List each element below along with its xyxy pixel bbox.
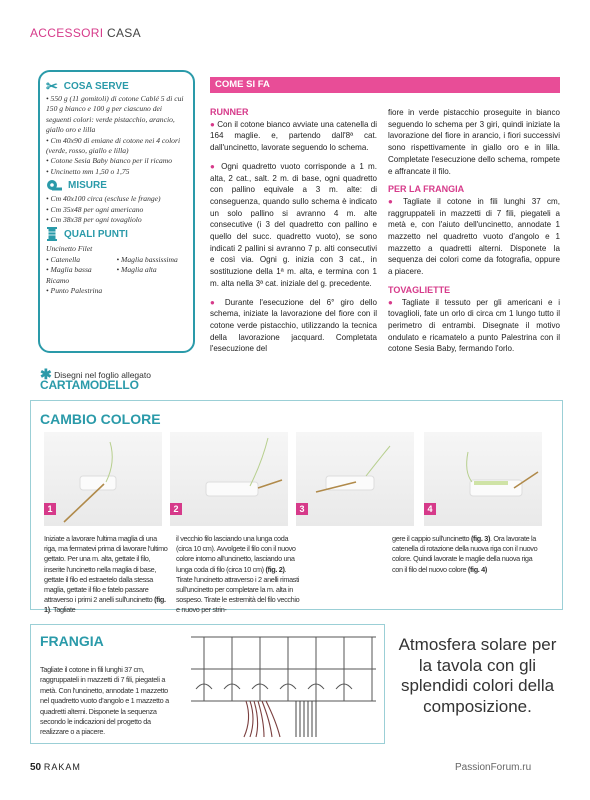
list-item: Ricamo bbox=[46, 275, 70, 285]
step-photo-4 bbox=[424, 432, 542, 526]
step-caption-2: il vecchio filo lasciando una lunga coda (circa 10 cm). Avvolgete il filo con il nuovo colore intorno all'uncinetto, lasciando una lunga coda di filo (circa 10 cm) (fig. 2). Tirate l'uncinetto attraverso i 2 anelli rimasti sull'uncinetto per completare la m. alta in sospeso. Tirate le estremità del filo vecchio e nuovo per strin- bbox=[176, 534, 300, 615]
step-photo-1 bbox=[44, 432, 162, 526]
step-caption-3: gere il cappio sull'uncinetto (fig. 3). Ora lavorate la catenella di rotazione della nuova riga con il nuovo colore. Quindi lavorate le maglie della nuova riga con il filo del nuovo colore (fig. 4) bbox=[392, 534, 538, 574]
crochet-step-1-illustration bbox=[44, 432, 162, 526]
paragraph: fiore in verde pistacchio proseguite in bianco seguendo lo schema per 3 giri, quindi iniziate la lavorazione del fiore in arancio, i fiori successivi sono rispettivamente in giallo oro e in lilla. Completate l'esecuzione dello schema, rompete e affrancate il filo. bbox=[388, 108, 560, 176]
bullet-icon: ● bbox=[210, 297, 219, 307]
thread-spool-icon bbox=[46, 227, 58, 242]
pattern-note-text: Disegni nel foglio allegato bbox=[54, 370, 151, 380]
pull-quote: Atmosfera solare per la tavola con gli splendidi colori della composizione. bbox=[398, 635, 557, 716]
paragraph bbox=[210, 119, 377, 154]
figure-ref: (fig. 3) bbox=[470, 534, 491, 543]
crochet-step-4-illustration bbox=[424, 432, 542, 526]
watermark: PassionForum.ru bbox=[455, 762, 532, 773]
punti-heading bbox=[46, 227, 187, 242]
paragraph bbox=[210, 161, 377, 290]
bullet-icon: ● bbox=[388, 297, 397, 307]
list-item: • Maglia bassissima bbox=[116, 254, 178, 264]
page-number: 50 bbox=[30, 762, 42, 773]
paragraph-text: Durante l'esecuzione del 6° giro dello schema, iniziate la lavorazione del fiore con il cotone verde pistacchio, utilizzando la tecnica della lavorazione jacquard. Completata l'esecuzione del bbox=[210, 297, 377, 354]
paragraph bbox=[388, 297, 560, 356]
punti-columns bbox=[46, 255, 187, 276]
punti-list bbox=[46, 244, 187, 296]
runner-heading: RUNNER bbox=[210, 107, 249, 117]
paragraph-text: Ogni quadretto vuoto corrisponde a 1 m. alta, 2 cat., salt. 2 m. di base, ogni quadretto con pallino equivale a 3 m. alte: di conseguenza, quando sullo schema è indicato un solo pallino si avranno 4 m. alte consecutive (i 3 del quadretto con pallino e quello del succ. quadretto vuoto), se sono indicati 2 pallini si avranno 7 p. alti consecutivi e così via. Ogni g. inizia con 3 cat., in sostituzione della 1ª m. alta, e termina con 1 m. alta nella 3ª cat. iniziale del g. precedente. bbox=[210, 161, 377, 288]
paragraph bbox=[210, 297, 377, 356]
materials-box bbox=[38, 70, 195, 353]
step-caption-1: Iniziate a lavorare l'ultima maglia di una riga, ma fermatevi prima di lavorare l'ultimo gettato. Per una m. alta, gettate il filo, inserite l'uncinetto nella maglia di base, gettate il filo ed estraetelo dalla stessa maglia, gettate il filo e fatelo passare attraverso i primi 2 anelli sull'uncinetto (fig. 1). Tagliate bbox=[44, 534, 168, 615]
page-folio bbox=[30, 762, 81, 773]
step-number-1: 1 bbox=[44, 503, 56, 515]
step-number-2: 2 bbox=[170, 503, 182, 515]
list-item: • Maglia alta bbox=[116, 265, 157, 275]
list-item: • 550 g (11 gomitoli) di cotone Cablé 5 di cui 150 g bianco e 100 g per ciascuno dei seguenti colori: verde pistacchio, arancio, giallo oro e lilla bbox=[46, 94, 184, 135]
misure-list bbox=[46, 194, 187, 225]
cosa-serve-title: COSA SERVE bbox=[63, 80, 129, 92]
list-item: • Cm 35x48 per ogni americano bbox=[46, 204, 144, 214]
bullet-icon: ● bbox=[388, 196, 397, 206]
list-item: • Uncinetto mm 1,50 o 1,75 bbox=[46, 166, 130, 176]
fringe-diagram bbox=[186, 629, 381, 744]
list-item: • Catenella bbox=[46, 254, 81, 264]
crochet-step-3-illustration bbox=[296, 432, 414, 526]
paragraph-text: Tagliate il cotone in fili lunghi 37 cm, raggruppateli in mazzetti di 7 fili, piegateli a metà e, con l'aiuto dell'uncinetto, annodate 1 mazzetto nel quadretto vuoto d'angolo e 1 mazzetto a quadretti alterni. Disponete la sequenza dei colori come da fotografia, oppure a piacere. bbox=[388, 196, 560, 277]
list-item: • Cm 40x90 di emiane di cotone nei 4 colori (verde, rosso, giallo e lilla) bbox=[46, 135, 181, 156]
magazine-name: RAKAM bbox=[43, 762, 81, 772]
cosa-serve-list bbox=[46, 94, 187, 177]
figure-ref: (fig. 2) bbox=[265, 564, 285, 574]
frangia-heading: PER LA FRANGIA bbox=[388, 184, 465, 195]
instructions-column-1 bbox=[210, 107, 377, 362]
cambio-colore-title: CAMBIO COLORE bbox=[40, 411, 161, 427]
cosa-serve-heading bbox=[46, 80, 187, 92]
step-number-4: 4 bbox=[424, 503, 436, 515]
instructions-band-title: COME SI FA bbox=[215, 79, 270, 90]
section-label: ACCESSORI bbox=[30, 26, 104, 40]
fringe-illustration bbox=[186, 629, 381, 739]
step-photo-2 bbox=[170, 432, 288, 526]
paragraph-text: Tagliate il tessuto per gli americani e i tovaglioli, fate un orlo di circa cm 1 lungo tutto il perimetro di entrambi. Disegnate il motivo ondulato e ricamatelo a punto Palestrina con il cotone Sesia Baby, fermando l'orlo. bbox=[388, 297, 560, 354]
list-item: • Maglia bassa bbox=[46, 265, 92, 275]
list-item: • Punto Palestrina bbox=[46, 286, 103, 296]
list-item: • Cm 38x38 per ogni tovagliolo bbox=[46, 215, 142, 225]
figure-ref: (fig. 4) bbox=[467, 564, 487, 574]
step-number-3: 3 bbox=[296, 503, 308, 515]
crochet-step-2-illustration bbox=[170, 432, 288, 526]
list-item: • Cm 40x100 circa (escluse le frange) bbox=[46, 194, 161, 204]
scissors-icon: ✂ bbox=[46, 78, 58, 94]
frangia-title: FRANGIA bbox=[40, 633, 104, 649]
section-sublabel: CASA bbox=[107, 26, 141, 40]
paragraph bbox=[388, 196, 560, 278]
tape-measure-icon bbox=[46, 179, 62, 192]
frangia-text: Tagliate il cotone in fili lunghi 37 cm, raggruppateli in mazzetti di 7 fili, piegateli a metà. Con l'uncinetto, annodate 1 mazzetto nel quadretto vuoto d'angolo e 1 mazzetto a quadretti alterni. Disponete la sequenza secondo le indicazioni del progetto da realizzare o a piacere. bbox=[40, 665, 169, 737]
instructions-column-2 bbox=[388, 107, 560, 362]
tovagliette-heading: TOVAGLIETTE bbox=[388, 284, 451, 295]
misure-title: MISURE bbox=[68, 180, 107, 192]
punti-title: QUALI PUNTI bbox=[64, 229, 128, 241]
list-item: Uncinetto Filet bbox=[46, 244, 93, 254]
bullet-icon: ● bbox=[210, 161, 217, 171]
misure-heading bbox=[46, 179, 187, 192]
figure-ref: (fig. 1) bbox=[44, 595, 166, 615]
asterisk-icon: ✱ bbox=[40, 366, 52, 382]
bullet-icon: ● bbox=[210, 119, 215, 129]
paragraph-text: Con il cotone bianco avviate una catenella di 164 maglie. e, partendo dall'8ª cat. dall'uncinetto, lavorate seguendo lo schema. bbox=[210, 119, 377, 153]
step-photo-3 bbox=[296, 432, 414, 526]
section-header bbox=[30, 26, 141, 40]
list-item: • Cotone Sesia Baby bianco per il ricamo bbox=[46, 156, 173, 166]
pattern-title: CARTAMODELLO bbox=[40, 378, 139, 392]
